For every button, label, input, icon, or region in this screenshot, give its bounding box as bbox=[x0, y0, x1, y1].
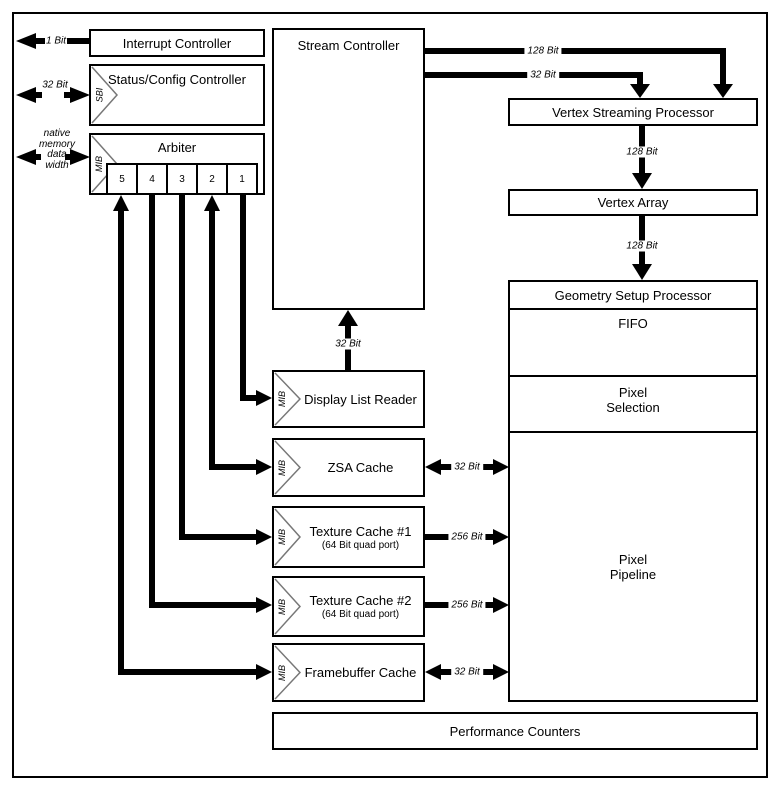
arrow-right-icon bbox=[493, 529, 509, 545]
arbiter-port-1: 1 bbox=[226, 163, 258, 195]
zsa-cache-label: ZSA Cache bbox=[327, 460, 394, 475]
bus-label-texture2: 256 Bit bbox=[448, 600, 485, 611]
bus-label-native-memory bbox=[39, 129, 75, 171]
interrupt-controller-label: Interrupt Controller bbox=[122, 35, 232, 51]
texture-cache-1-label: Texture Cache #1 bbox=[309, 523, 412, 539]
arrow-down-icon bbox=[632, 264, 652, 280]
arrow-right-icon bbox=[256, 597, 272, 613]
texture-cache-1-subtitle: (64 Bit quad port) bbox=[321, 539, 400, 551]
wire-port2-to-zsa bbox=[204, 195, 272, 475]
native-line-1: native bbox=[43, 128, 71, 139]
bus-label-framebuffer: 32 Bit bbox=[451, 667, 483, 678]
texture-cache-2-label: Texture Cache #2 bbox=[309, 593, 412, 608]
performance-counters-label: Performance Counters bbox=[449, 723, 581, 739]
block-zsa-cache bbox=[272, 438, 425, 497]
arbiter-ports bbox=[106, 163, 258, 195]
arrow-right-icon bbox=[256, 390, 272, 406]
block-framebuffer-cache bbox=[272, 643, 425, 702]
block-interrupt-controller bbox=[89, 29, 265, 57]
bus-label-stream-128: 128 Bit bbox=[524, 46, 561, 57]
arrow-left-icon bbox=[16, 149, 36, 165]
wire-vsp-to-vertex-array bbox=[632, 126, 652, 189]
mib-interface-label: MIB bbox=[277, 390, 288, 408]
bus-label-interrupt: 1 Bit bbox=[45, 35, 67, 47]
arrow-down-icon bbox=[632, 173, 652, 189]
texture-cache-2-subtitle: (64 Bit quad port) bbox=[321, 609, 400, 620]
arbiter-port-5: 5 bbox=[106, 163, 138, 195]
mib-interface-label: MIB bbox=[94, 155, 105, 173]
block-vertex-streaming-processor bbox=[508, 98, 758, 126]
block-vertex-array bbox=[508, 189, 758, 216]
vsp-label: Vertex Streaming Processor bbox=[552, 104, 714, 120]
stream-controller-label: Stream Controller bbox=[297, 38, 400, 53]
block-fifo bbox=[508, 308, 758, 377]
vertex-array-label: Vertex Array bbox=[597, 195, 669, 210]
arbiter-port-4: 4 bbox=[136, 163, 168, 195]
block-performance-counters bbox=[272, 712, 758, 750]
arbiter-label: Arbiter bbox=[157, 140, 197, 155]
arrow-right-icon bbox=[493, 664, 509, 680]
bus-label-vsp-to-va: 128 Bit bbox=[623, 147, 660, 158]
framebuffer-cache-label: Framebuffer Cache bbox=[304, 665, 417, 680]
status-config-label: Status/Config Controller bbox=[107, 72, 246, 87]
pixel-pipeline-label-line2: Pipeline bbox=[609, 566, 657, 582]
block-stream-controller bbox=[272, 28, 425, 310]
wire-port3-to-texture1 bbox=[179, 195, 272, 545]
block-geometry-setup-processor bbox=[508, 280, 758, 310]
mib-interface-label: MIB bbox=[277, 528, 288, 546]
block-texture-cache-2 bbox=[272, 576, 425, 637]
native-line-4: width bbox=[45, 159, 69, 171]
block-status-config-controller bbox=[89, 64, 265, 126]
wire-port1-to-dlr bbox=[240, 195, 272, 406]
arrow-right-icon bbox=[70, 87, 90, 103]
gsp-label: Geometry Setup Processor bbox=[554, 287, 712, 303]
arrow-left-icon bbox=[425, 459, 441, 475]
arrow-left-icon bbox=[425, 664, 441, 680]
arrow-up-icon bbox=[338, 310, 358, 326]
block-pixel-pipeline bbox=[508, 431, 758, 702]
bus-label-texture1: 256 Bit bbox=[448, 532, 485, 543]
block-texture-cache-1 bbox=[272, 506, 425, 568]
arrow-left-icon bbox=[16, 33, 36, 49]
arrow-right-icon bbox=[493, 459, 509, 475]
pixel-selection-label-line2: Selection bbox=[606, 400, 660, 415]
arrow-right-icon bbox=[256, 664, 272, 680]
display-list-reader-label: Display List Reader bbox=[304, 391, 417, 407]
sbi-interface-label: SBI bbox=[93, 87, 104, 103]
arrow-right-icon bbox=[256, 529, 272, 545]
arrow-down-icon bbox=[630, 84, 650, 98]
arrow-right-icon bbox=[256, 459, 272, 475]
bus-label-va-to-gsp: 128 Bit bbox=[623, 241, 660, 252]
arbiter-port-3: 3 bbox=[166, 163, 198, 195]
bus-label-zsa: 32 Bit bbox=[451, 462, 483, 473]
mib-interface-label: MIB bbox=[277, 598, 288, 615]
mib-interface-label: MIB bbox=[277, 459, 288, 476]
arrow-down-icon bbox=[713, 84, 733, 98]
arrow-up-icon bbox=[113, 195, 129, 211]
arrow-up-icon bbox=[204, 195, 220, 211]
pixel-selection-label-line1: Pixel bbox=[618, 385, 648, 400]
arrow-left-icon bbox=[16, 87, 36, 103]
bus-label-stream-32: 32 Bit bbox=[527, 70, 559, 81]
bus-label-dlr-to-stream: 32 Bit bbox=[332, 339, 364, 350]
block-pixel-selection bbox=[508, 375, 758, 433]
mib-interface-label: MIB bbox=[277, 664, 288, 681]
pixel-pipeline-label-line1: Pixel bbox=[618, 551, 648, 567]
block-display-list-reader bbox=[272, 370, 425, 428]
bus-label-status-config: 32 Bit bbox=[42, 79, 68, 91]
native-line-3: data bbox=[47, 149, 67, 160]
arbiter-port-2: 2 bbox=[196, 163, 228, 195]
arrow-right-icon bbox=[493, 597, 509, 613]
fifo-label: FIFO bbox=[618, 316, 648, 331]
native-line-2: memory bbox=[38, 138, 76, 150]
